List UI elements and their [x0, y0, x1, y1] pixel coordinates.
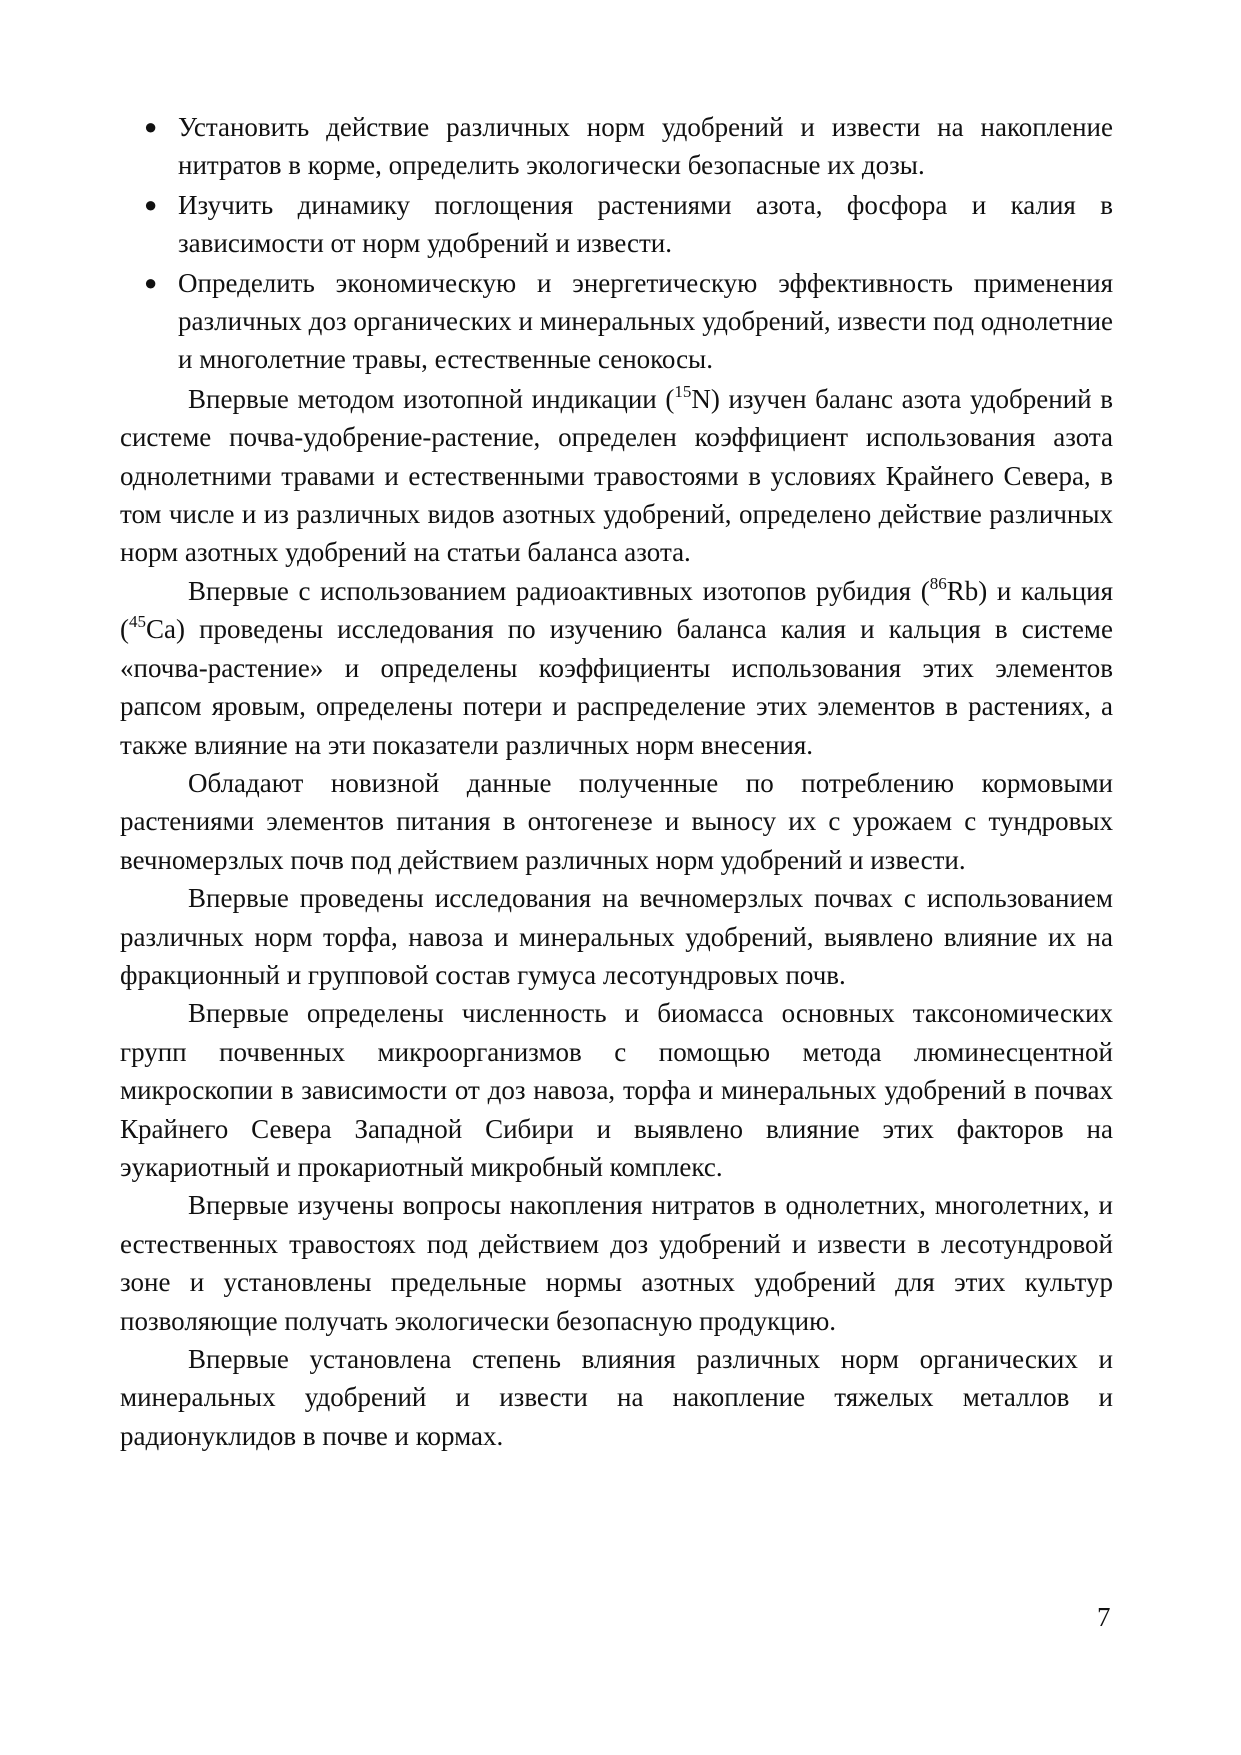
bullet-icon: ● [144, 191, 158, 217]
paragraph-text: Rb) и кальция ( [120, 575, 1114, 645]
list-item [120, 108, 1113, 185]
document-page [120, 108, 1113, 1455]
bullet-icon: ● [144, 114, 158, 139]
isotope-superscript: 86 [929, 573, 947, 593]
list-item [120, 264, 1113, 379]
paragraph-text: Впервые методом изотопной индикации ( [188, 383, 675, 414]
paragraph-nitrogen-balance [120, 380, 1113, 572]
paragraph: Впервые проведены исследования на вечномерзлых почвах с использованием различных норм торфа, навоза и минеральных удобрений, выявлено влияние их на фракционный и групповой состав гумуса лесотундровых почв. [120, 883, 1113, 990]
paragraph: Впервые установлена степень влияния различных норм органических и минеральных удобрений и извести на накопление тяжелых металлов и радионуклидов в почве и кормах. [120, 1344, 1113, 1451]
page-number: 7 [1097, 1602, 1111, 1632]
paragraph: Впервые изучены вопросы накопления нитратов в однолетних, многолетних, и естественных травостоях под действием доз удобрений и извести в лесотундровой зоне и установлены предельные нормы азотных удобрений для этих культур позволяющие получать экологически безопасную продукцию. [120, 1190, 1113, 1336]
list-item-text: Определить экономическую и энергетическую эффективность применения различных доз органических и минеральных удобрений, извести под однолетние и многолетние травы, естественные сенокосы. [178, 267, 1113, 375]
isotope-superscript: 15 [674, 381, 692, 401]
isotope-superscript: 45 [129, 612, 146, 632]
paragraph-text: Ca) проведены исследования по изучению баланса калия и кальция в системе «почва-растение» и определены коэффициенты использования этих элементов рапсом яровым, определены потери и распределение этих элементов в растениях, а также влияние на эти показатели различных норм внесения. [120, 614, 1113, 760]
paragraph-text: N) изучен баланс азота удобрений в системе почва-удобрение-растение, определен коэффициент использования азота однолетними травами и естественными травостоями в условиях Крайнего Севера, в том числе и из различных видов азотных удобрений, определено действие различных норм азотных удобрений на статьи баланса азота. [120, 383, 1113, 568]
list-item-text: Изучить динамику поглощения растениями азота, фосфора и калия в зависимости от норм удобрений и извести. [178, 189, 1113, 259]
paragraph: Впервые определены численность и биомасса основных таксономических групп почвенных микроорганизмов с помощью метода люминесцентной микроскопии в зависимости от доз навоза, торфа и минеральных удобрений в почвах Крайнего Севера Западной Сибири и выявлено влияние этих факторов на эукариотный и прокариотный микробный комплекс. [120, 998, 1113, 1182]
list-item-text: Установить действие различных норм удобрений и извести на накопление нитратов в корме, определить экологически безопасные их дозы. [178, 112, 1113, 181]
list-item [120, 186, 1113, 263]
paragraph-potassium-calcium-balance [120, 572, 1113, 764]
paragraph-text: Впервые с использованием радиоактивных изотопов рубидия ( [188, 575, 930, 606]
bullet-icon: ● [144, 269, 158, 295]
paragraph: Обладают новизной данные полученные по потреблению кормовыми растениями элементов питания в онтогенезе и выносу их с урожаем с тундровых вечномерзлых почв под действием различных норм удобрений и извести. [120, 767, 1113, 875]
objectives-list [120, 108, 1113, 379]
